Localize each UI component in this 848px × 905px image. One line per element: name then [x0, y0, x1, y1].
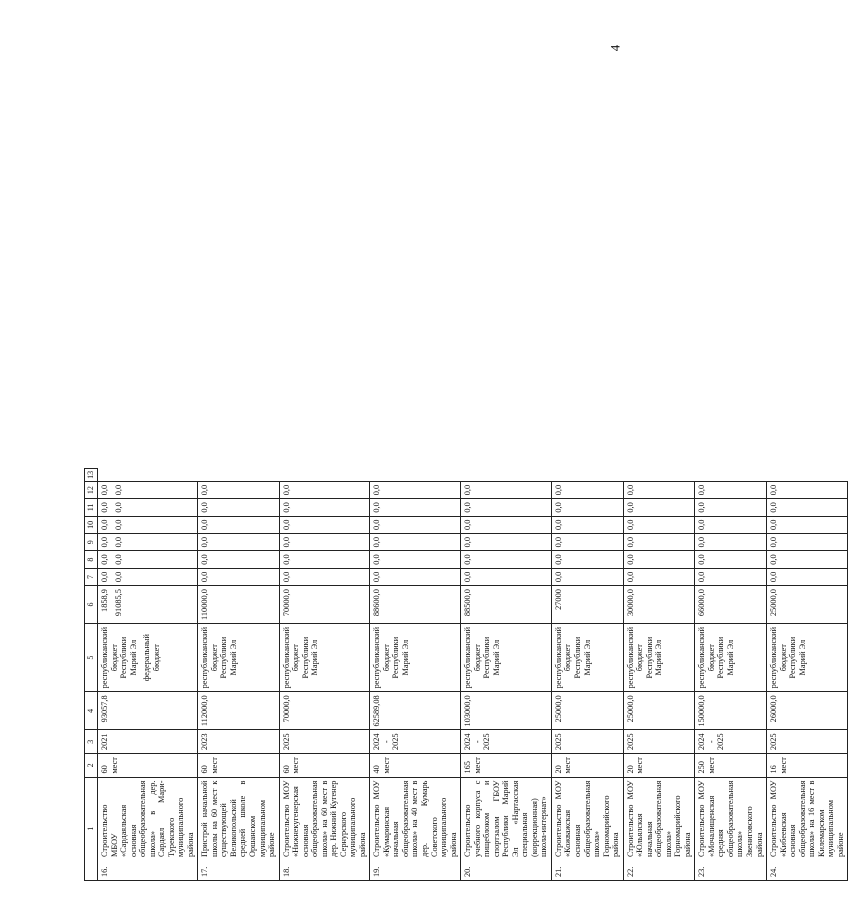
- year-value-cell-13: [623, 481, 695, 498]
- funding-source-cell: [279, 623, 370, 691]
- funding-source: республиканский бюджет Республики Марий Эл: [100, 626, 138, 689]
- amount-cell: [767, 586, 848, 624]
- year-value: 0,0: [372, 554, 382, 565]
- header-cell: 13: [85, 468, 98, 481]
- amount-cell: [279, 586, 370, 624]
- page-number: 4: [607, 44, 623, 52]
- capacity-cell: 60 мест: [198, 754, 279, 777]
- year-value-cell-11: [551, 516, 623, 533]
- amount-value: 88600,0: [372, 589, 382, 617]
- table-row: [461, 468, 552, 880]
- year-value: 0,0: [553, 554, 563, 565]
- year-value-cell-8: [370, 568, 461, 585]
- capacity-cell: 20 мест: [551, 754, 623, 777]
- row-number: 18.: [281, 866, 291, 877]
- year-value-cell-8: [767, 568, 848, 585]
- amount-cell: [695, 586, 767, 624]
- year-value: 0,0: [372, 502, 382, 513]
- year-value: 0,0: [463, 502, 473, 513]
- header-cell: 7: [85, 568, 98, 585]
- year-value: 0,0: [200, 537, 210, 548]
- year-value-cell-10: [98, 534, 198, 551]
- year-value-cell-12: [461, 499, 552, 516]
- year-value-cell-8: [98, 568, 198, 585]
- amount-cell: [98, 586, 198, 624]
- year-value: 0,0: [697, 519, 707, 530]
- object-name-text: Строительство МОУ «Юльялская начальная общеобразовательная школа» Горномарийского района: [625, 780, 692, 857]
- object-name: [463, 781, 549, 877]
- year-value-cell-10: [623, 534, 695, 551]
- funding-source-cell: [551, 623, 623, 691]
- year-value: 0,0: [372, 537, 382, 548]
- capacity-cell: 60 мест: [279, 754, 370, 777]
- table-row: [98, 468, 198, 880]
- year-value-cell-11: [279, 516, 370, 533]
- cost-cell: 62589,08: [370, 692, 461, 730]
- amount-value: 25000,0: [769, 589, 779, 617]
- object-name-cell: [623, 777, 695, 880]
- year-value-cell-11: [461, 516, 552, 533]
- object-name-cell: [551, 777, 623, 880]
- object-name: [282, 781, 368, 877]
- cost-cell: 103000,0: [461, 692, 552, 730]
- funding-source: республиканский бюджет Республики Марий Эл: [553, 626, 592, 689]
- row-number: 19.: [372, 866, 382, 877]
- object-name-cell: [695, 777, 767, 880]
- funding-source: республиканский бюджет Республики Марий Эл: [281, 626, 320, 689]
- year-value: 0,0: [769, 571, 779, 583]
- object-name-text: Строительство учебного корпуса с пищеблоком и спортзалом ГБОУ Республики Марий Эл «Нартасская специальная (коррекционная) школа-интернат»: [463, 780, 549, 857]
- header-cell: 4: [85, 692, 98, 730]
- object-name-cell: [198, 777, 279, 880]
- header-cell: 6: [85, 586, 98, 624]
- year-value-cell-12: [279, 499, 370, 516]
- year-value-cell-9: [551, 551, 623, 568]
- amount-cell: [551, 586, 623, 624]
- funding-source: республиканский бюджет Республики Марий Эл: [372, 626, 410, 689]
- funding-source-cell: [695, 623, 767, 691]
- year-value-cell-12: [198, 499, 279, 516]
- year-value: 0,0: [200, 502, 210, 513]
- cost-cell: 25000,0: [623, 692, 695, 730]
- year-value: 0,0: [553, 519, 563, 530]
- cost-cell: 26000,0: [767, 692, 848, 730]
- year-value: 0,0: [553, 484, 563, 496]
- year-value-cell-11: [767, 516, 848, 533]
- cost-cell: 93057,8: [98, 692, 198, 730]
- year-value: 0,0: [200, 519, 210, 530]
- cost-cell: 150000,0: [695, 692, 767, 730]
- object-name-text: Пристрой начальной школы на 60 мест к существующей Великопольской средней школе в Оршанском муниципальном районе: [200, 780, 277, 857]
- year-value: 0,0: [113, 554, 123, 565]
- funding-source-cell: [370, 623, 461, 691]
- year-value: 0,0: [100, 502, 109, 513]
- year-value-cell-12: [623, 499, 695, 516]
- year-value: 0,0: [372, 484, 382, 496]
- amount-value: 1858,9: [100, 589, 109, 612]
- funding-source-cell: [767, 623, 848, 691]
- header-cell: 5: [85, 623, 98, 691]
- year-value-cell-10: [695, 534, 767, 551]
- year-value: 0,0: [769, 537, 779, 548]
- year-value-cell-10: [767, 534, 848, 551]
- year-value: 0,0: [372, 519, 382, 530]
- year-value-cell-13: [461, 481, 552, 498]
- year-value: 0,0: [281, 484, 291, 496]
- amount-value: 88500,0: [463, 589, 473, 617]
- year-value: 0,0: [100, 484, 109, 496]
- header-cell: 10: [85, 516, 98, 533]
- cost-cell: 112000,0: [198, 692, 279, 730]
- year-value: 0,0: [625, 571, 635, 583]
- row-number: 16.: [100, 866, 109, 877]
- year-value: 0,0: [113, 502, 123, 513]
- year-value-cell-9: [695, 551, 767, 568]
- year-cell: 2025: [767, 730, 848, 754]
- object-name: [769, 781, 845, 877]
- header-cell: 2: [85, 754, 98, 777]
- year-value-cell-13: [695, 481, 767, 498]
- amount-value: 70000,0: [281, 589, 291, 617]
- year-value: 0,0: [463, 519, 473, 530]
- year-value-cell-10: [551, 534, 623, 551]
- objects-table: [84, 468, 848, 881]
- year-value-cell-9: [279, 551, 370, 568]
- cost-cell: 70000,0: [279, 692, 370, 730]
- year-value-cell-9: [198, 551, 279, 568]
- row-number: 24.: [769, 866, 779, 877]
- amount-value: 66000,0: [697, 589, 707, 617]
- year-value: 0,0: [281, 554, 291, 565]
- table-body: [85, 468, 848, 880]
- year-value-cell-10: [279, 534, 370, 551]
- object-name-cell: [370, 777, 461, 880]
- amount-cell: [198, 586, 279, 624]
- year-value-cell-11: [623, 516, 695, 533]
- funding-source-cell: [98, 623, 198, 691]
- funding-source: республиканский бюджет Республики Марий Эл: [200, 626, 238, 689]
- year-value: 0,0: [113, 571, 123, 583]
- year-value-cell-9: [370, 551, 461, 568]
- funding-source: республиканский бюджет Республики Марий Эл: [463, 626, 501, 689]
- year-value: 0,0: [463, 571, 473, 583]
- table-row: [767, 468, 848, 880]
- year-value-cell-8: [279, 568, 370, 585]
- year-value-cell-11: [695, 516, 767, 533]
- table-row: [198, 468, 279, 880]
- year-value-cell-12: [98, 499, 198, 516]
- year-value: 0,0: [113, 484, 123, 496]
- year-value: 0,0: [281, 502, 291, 513]
- object-name-cell: [279, 777, 370, 880]
- object-name-text: Строительство МОУ «Кумаринская начальная общеобразовательная школа» на 40 мест в дер. Кумарь Советского муниципального района: [372, 780, 458, 857]
- year-value-cell-13: [551, 481, 623, 498]
- object-name: [554, 781, 621, 877]
- year-value: 0,0: [769, 484, 779, 496]
- row-number: 20.: [463, 866, 473, 877]
- funding-source: республиканский бюджет Республики Марий Эл: [625, 626, 664, 689]
- year-value: 0,0: [769, 502, 779, 513]
- row-number: 22.: [625, 866, 635, 877]
- row-number: 23.: [697, 866, 707, 877]
- year-value: 0,0: [697, 537, 707, 548]
- capacity-cell: 165 мест: [461, 754, 552, 777]
- header-row: [85, 468, 98, 880]
- funding-source: республиканский бюджет Республики Марий Эл: [697, 626, 735, 689]
- year-value-cell-13: [767, 481, 848, 498]
- year-cell: 2024 - 2025: [695, 730, 767, 754]
- year-value-cell-12: [695, 499, 767, 516]
- header-cell: 9: [85, 534, 98, 551]
- year-value: 0,0: [281, 571, 291, 583]
- year-value: 0,0: [625, 537, 635, 548]
- year-value-cell-10: [198, 534, 279, 551]
- year-value: 0,0: [625, 519, 635, 530]
- cost-cell: 25000,0: [551, 692, 623, 730]
- year-value: 0,0: [113, 537, 123, 548]
- year-value-cell-11: [198, 516, 279, 533]
- year-cell: 2024 - 2025: [461, 730, 552, 754]
- year-value: 0,0: [100, 537, 109, 548]
- year-cell: 2021: [98, 730, 198, 754]
- header-cell: 11: [85, 499, 98, 516]
- year-value: 0,0: [113, 519, 123, 530]
- year-value: 0,0: [100, 519, 109, 530]
- object-name-cell: [767, 777, 848, 880]
- table-row: [551, 468, 623, 880]
- year-value: 0,0: [372, 571, 382, 583]
- year-value-cell-13: [370, 481, 461, 498]
- year-value-cell-9: [767, 551, 848, 568]
- year-value-cell-11: [98, 516, 198, 533]
- year-value: 0,0: [625, 502, 635, 513]
- amount-cell: [461, 586, 552, 624]
- object-name-text: Строительство МОУ «Мочалищенская средняя общеобразовательная школа» Звениговского района: [697, 780, 764, 857]
- capacity-cell: 60 мест: [98, 754, 198, 777]
- year-value: 0,0: [553, 571, 563, 583]
- header-cell: 3: [85, 730, 98, 754]
- funding-source: федеральный бюджет: [142, 634, 161, 682]
- table-row: [623, 468, 695, 880]
- amount-value: 27000: [553, 589, 563, 610]
- object-name-cell: [461, 777, 552, 880]
- year-value: 0,0: [200, 554, 210, 565]
- object-name-text: Строительство МОУ «Кожважская основная общеобразовательная школа» Горномарийского района: [553, 780, 621, 857]
- row-number: 17.: [200, 866, 210, 877]
- amount-value: 91085,5: [113, 589, 123, 617]
- year-value: 0,0: [769, 554, 779, 565]
- year-value-cell-8: [461, 568, 552, 585]
- year-value: 0,0: [697, 571, 707, 583]
- object-name-cell: [98, 777, 198, 880]
- year-value-cell-13: [98, 481, 198, 498]
- year-value-cell-13: [279, 481, 370, 498]
- object-name-text: Строительство МОУ «Нижнекугенерская основная общеобразовательная школа» на 60 мест в дер. Нижний Кугенер Сернурского муниципального района: [281, 780, 367, 857]
- year-value: 0,0: [697, 502, 707, 513]
- capacity-cell: 20 мест: [623, 754, 695, 777]
- object-name: [100, 781, 195, 877]
- funding-source-cell: [198, 623, 279, 691]
- object-name: [626, 781, 693, 877]
- year-value: 0,0: [463, 484, 473, 496]
- year-value-cell-11: [370, 516, 461, 533]
- year-value-cell-8: [623, 568, 695, 585]
- amount-value: 30000,0: [625, 589, 635, 617]
- object-name: [200, 781, 276, 877]
- year-value: 0,0: [281, 537, 291, 548]
- year-cell: 2025: [279, 730, 370, 754]
- year-value-cell-12: [551, 499, 623, 516]
- document-table-wrapper: [84, 468, 848, 881]
- year-value-cell-8: [551, 568, 623, 585]
- year-value: 0,0: [463, 554, 473, 565]
- capacity-cell: 250 мест: [695, 754, 767, 777]
- year-value: 0,0: [200, 484, 210, 496]
- year-value: 0,0: [100, 554, 109, 565]
- year-value: 0,0: [697, 554, 707, 565]
- table-row: [370, 468, 461, 880]
- year-value: 0,0: [697, 484, 707, 496]
- table-row: [279, 468, 370, 880]
- amount-cell: [623, 586, 695, 624]
- object-name-text: Строительство МОУ «Кибеевская основная общеобразовательная школа» на 16 мест в Килемарском муниципальном районе: [769, 780, 845, 857]
- header-cell: 8: [85, 551, 98, 568]
- row-number: 21.: [553, 866, 563, 877]
- capacity-cell: 40 мест: [370, 754, 461, 777]
- year-value-cell-8: [198, 568, 279, 585]
- year-value-cell-8: [695, 568, 767, 585]
- year-cell: 2025: [551, 730, 623, 754]
- year-value-cell-9: [461, 551, 552, 568]
- year-value: 0,0: [200, 571, 210, 583]
- year-value-cell-10: [370, 534, 461, 551]
- object-name: [372, 781, 458, 877]
- year-value: 0,0: [463, 537, 473, 548]
- table-row: [695, 468, 767, 880]
- funding-source: республиканский бюджет Республики Марий Эл: [769, 626, 807, 689]
- year-value: 0,0: [769, 519, 779, 530]
- year-value-cell-10: [461, 534, 552, 551]
- object-name-text: Строительство МБОУ «Сардаяльская основная общеобразовательная школа» в дер. Сардаял Мари-Турекского муниципального района: [100, 780, 195, 857]
- year-value: 0,0: [553, 537, 563, 548]
- year-value-cell-9: [98, 551, 198, 568]
- year-value: 0,0: [625, 484, 635, 496]
- funding-source-cell: [623, 623, 695, 691]
- year-value: 0,0: [281, 519, 291, 530]
- capacity-cell: 16 мест: [767, 754, 848, 777]
- year-cell: 2023: [198, 730, 279, 754]
- year-value-cell-13: [198, 481, 279, 498]
- year-value-cell-12: [767, 499, 848, 516]
- year-value: 0,0: [625, 554, 635, 565]
- amount-value: 110000,0: [200, 589, 210, 620]
- year-cell: 2024 - 2025: [370, 730, 461, 754]
- amount-cell: [370, 586, 461, 624]
- header-cell: 12: [85, 481, 98, 498]
- year-value: 0,0: [553, 502, 563, 513]
- year-value-cell-9: [623, 551, 695, 568]
- year-value-cell-12: [370, 499, 461, 516]
- object-name: [697, 781, 764, 877]
- header-cell: 1: [85, 777, 98, 880]
- year-cell: 2025: [623, 730, 695, 754]
- funding-source-cell: [461, 623, 552, 691]
- year-value: 0,0: [100, 571, 109, 583]
